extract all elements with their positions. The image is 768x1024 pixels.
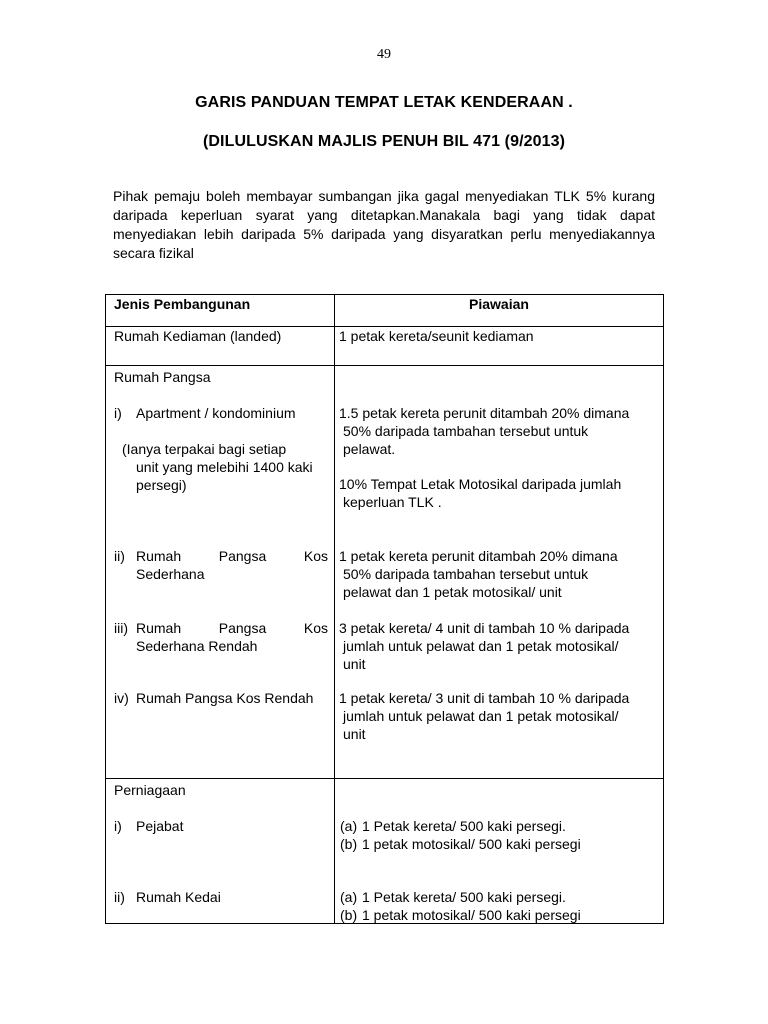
apartment-motosikal-standard: 10% Tempat Letak Motosikal daripada jumlah keperluan TLK . [339,476,622,510]
apartment-standard: 1.5 petak kereta perunit ditambah 20% dimana 50% daripada tambahan tersebut untuk pelawat. [339,405,630,457]
kediaman-standard: 1 petak kereta/seunit kediaman [335,327,664,366]
perniagaan-heading: Perniagaan [114,782,186,798]
pangsa-standard-cell [335,366,664,779]
item-number: i) [114,405,122,421]
perniagaan-standard-cell [335,779,664,924]
header-piawaian: Piawaian [335,295,664,327]
table-header-row [106,295,664,327]
table-row-pangsa [106,366,664,779]
perniagaan-type-cell [106,779,335,924]
item-number: ii) [114,548,125,564]
item-name: Rumah Pangsa Kos [136,620,328,636]
table-row-kediaman [106,327,664,366]
page-subtitle: (DILULUSKAN MAJLIS PENUH BIL 471 (9/2013) [202,133,566,150]
item-name: Apartment / kondominium [136,405,296,421]
item-number: iii) [114,620,128,636]
rumah-kedai-standard: (a) 1 Petak kereta/ 500 kaki persegi. (b) 1 petak motosikal/ 500 kaki persegi [340,889,581,923]
item-name: Sederhana [136,566,205,582]
apartment-note: unit yang melebihi 1400 kaki [136,459,313,475]
pangsa-type-cell [106,366,335,779]
item-number: i) [114,818,122,834]
apartment-note: (Ianya terpakai bagi setiap [122,441,287,457]
item-name: Rumah Pangsa Kos [136,548,328,564]
parking-guideline-table [105,294,664,924]
apartment-note: persegi) [136,477,187,493]
header-jenis-pembangunan: Jenis Pembangunan [106,295,335,327]
pejabat-standard: (a) 1 Petak kereta/ 500 kaki persegi. (b) 1 petak motosikal/ 500 kaki persegi [340,818,581,852]
intro-paragraph: Pihak pemaju boleh membayar sumbangan jika gagal menyediakan TLK 5% kurang daripada keperluan syarat yang ditetapkan.Manakala bagi yang tidak dapat menyediakan lebih daripada 5% daripada yang disyaratkan perlu menyediakannya secara fizikal [113,188,655,261]
kos-rendah-standard: 1 petak kereta/ 3 unit di tambah 10 % daripada jumlah untuk pelawat dan 1 petak motosikal/ unit [339,690,630,742]
item-name: Rumah Kedai [136,889,221,905]
page-number: 49 [377,47,391,62]
kos-sederhana-rendah-standard: 3 petak kereta/ 4 unit di tambah 10 % daripada jumlah untuk pelawat dan 1 petak motosikal/ unit [339,620,630,672]
table-row-perniagaan [106,779,664,924]
page-title: GARIS PANDUAN TEMPAT LETAK KENDERAAN . [195,94,573,111]
item-name: Rumah Pangsa Kos Rendah [136,690,314,706]
item-number: ii) [114,889,125,905]
item-name: Pejabat [136,818,184,834]
item-name: Sederhana Rendah [136,638,258,654]
pangsa-heading: Rumah Pangsa [114,369,211,385]
kediaman-type: Rumah Kediaman (landed) [106,327,335,366]
kos-sederhana-standard: 1 petak kereta perunit ditambah 20% dimana 50% daripada tambahan tersebut untuk pelawat dan 1 petak motosikal/ unit [339,548,618,600]
item-number: iv) [114,690,129,706]
